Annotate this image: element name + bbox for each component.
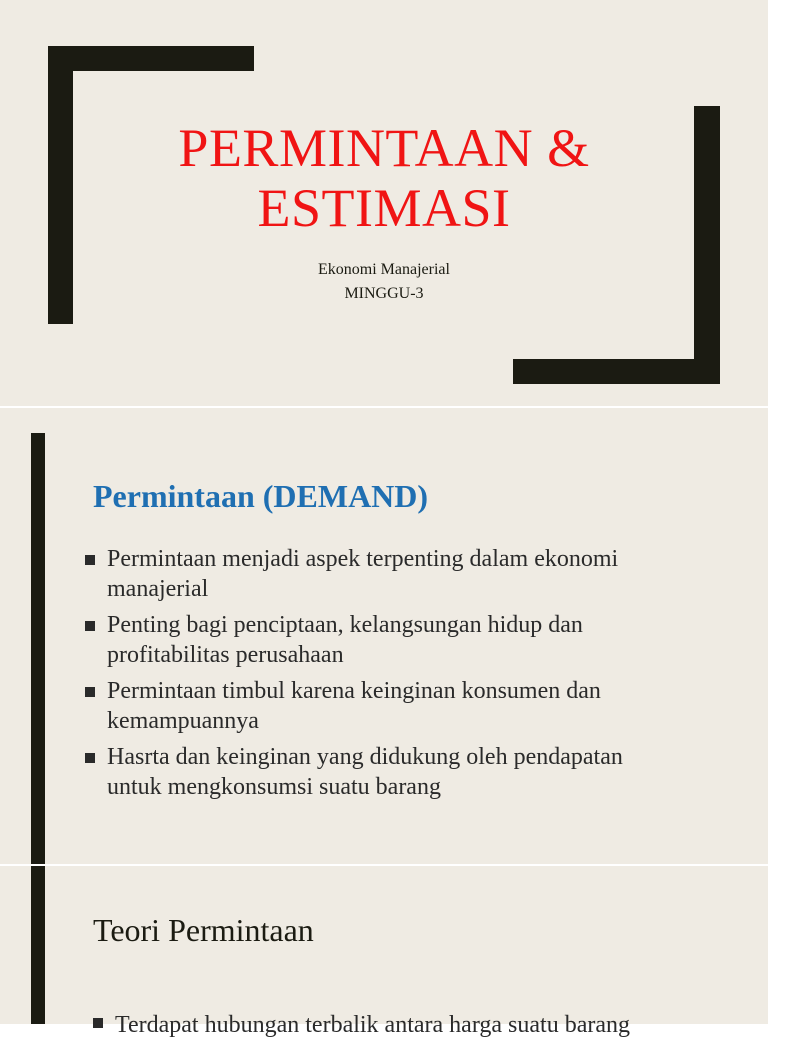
demand-slide xyxy=(0,408,768,864)
bullet-text-line-1: Penting bagi penciptaan, kelangsungan hidup dan xyxy=(107,612,583,638)
bullet-list xyxy=(84,544,724,808)
title-line-1: PERMINTAAN & xyxy=(178,118,590,178)
list-item xyxy=(84,742,724,802)
bullet-text-line-1: Permintaan menjadi aspek terpenting dalam ekonomi xyxy=(107,546,619,572)
slide-heading: Teori Permintaan xyxy=(93,912,314,948)
square-bullet-icon xyxy=(85,621,95,631)
subtitle-week: MINGGU-3 xyxy=(344,285,424,302)
presentation-subtitle xyxy=(0,258,768,306)
bullet-text-line-1: Hasrta dan keinginan yang didukung oleh pendapatan xyxy=(107,744,623,770)
subtitle-course: Ekonomi Manajerial xyxy=(318,261,450,278)
slide-heading: Permintaan (DEMAND) xyxy=(93,478,429,514)
bullet-text-line-2: manajerial xyxy=(107,576,209,602)
bottom-right-bracket-horizontal xyxy=(513,359,720,384)
left-accent-bar xyxy=(31,433,45,864)
bullet-text: Terdapat hubungan terbalik antara harga suatu barang xyxy=(115,1012,630,1038)
square-bullet-icon xyxy=(85,687,95,697)
demand-theory-slide xyxy=(0,866,768,1038)
bullet-text-line-2: kemampuannya xyxy=(107,708,259,734)
top-left-bracket-horizontal xyxy=(48,46,254,71)
list-item xyxy=(84,676,724,736)
list-item xyxy=(84,610,724,670)
list-item xyxy=(84,544,724,604)
title-line-2: ESTIMASI xyxy=(257,178,511,238)
square-bullet-icon xyxy=(85,555,95,565)
square-bullet-icon xyxy=(85,753,95,763)
bullet-text-line-1: Permintaan timbul karena keinginan konsumen dan xyxy=(107,678,601,704)
bullet-text-line-2: profitabilitas perusahaan xyxy=(107,642,344,668)
left-accent-bar xyxy=(31,866,45,1024)
bullet-text-line-2: untuk mengkonsumsi suatu barang xyxy=(107,774,441,800)
square-bullet-icon xyxy=(93,1018,103,1028)
list-item xyxy=(93,1010,793,1040)
title-slide xyxy=(0,0,768,406)
presentation-title xyxy=(0,118,768,238)
